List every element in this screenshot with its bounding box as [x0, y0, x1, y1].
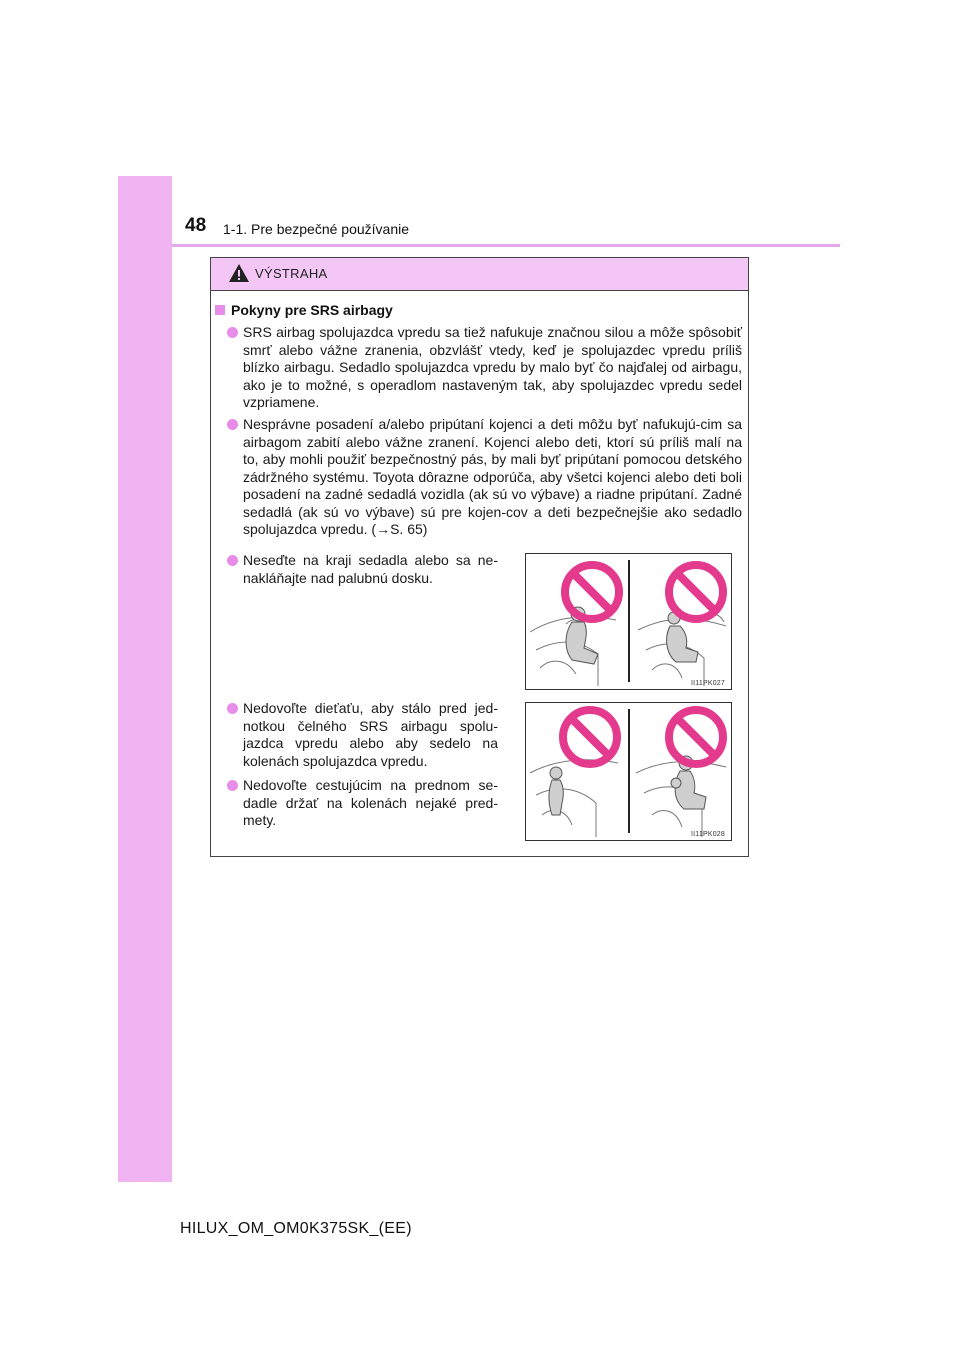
prohibition-icon: [669, 710, 723, 764]
illustration-child-standing: [525, 702, 732, 841]
bullet-item: Nesprávne posadení a/alebo pripútaní kojenci a deti môžu byť nafukujú-cim sa airbagom zabití alebo vážne zranení. Kojenci alebo deti, ktorí sú príliš malí na to, aby mohli použiť bezpečnostný pás, by mali byť pripútaní pomocou detského zádržného systému. Toyota dôrazne odporúča, aby všetci kojenci alebo deti boli posadení na zadné sedadlá vozidla (ak sú vo výbave) a riadne pripútaní. Zadné sedadlá (ak sú vo výbave) sú pre kojen-cov a deti bezpečnejšie ako sedadlo spolujazdca vpredu. (→S. 65): [243, 416, 742, 539]
prohibition-icon: [563, 710, 617, 764]
warning-header: [211, 258, 748, 291]
section-title: 1-1. Pre bezpečné používanie: [223, 221, 410, 237]
figure-code: II11PK027: [691, 680, 725, 687]
document-code: HILUX_OM_OM0K375SK_(EE): [180, 1220, 412, 1237]
bullet-item: Nedovoľte dieťaťu, aby stálo pred jed-notkou čelného SRS airbagu spolu-jazdca vpredu alebo aby sedelo na kolenách spolujazdca vpredu.: [243, 700, 498, 770]
bullet-item: SRS airbag spolujazdca vpredu sa tiež nafukuje značnou silou a môže spôsobiť smrť alebo vážne zranenia, obzvlášť vtedy, keď je spolujazdec vpredu príliš blízko airbagu. Sedadlo spolujazdca vpredu by malo byť čo najďalej od airbagu, ako je to možné, s operadlom nastaveným tak, aby spolujazdec vpredu sedel vzpriamene.: [243, 324, 742, 412]
bullet-item: Neseďte na kraji sedadla alebo sa ne-nakláňajte nad palubnú dosku.: [243, 552, 498, 587]
page-number: 48: [185, 215, 207, 236]
warning-subheading: Pokyny pre SRS airbagy: [215, 302, 393, 318]
illustration-drawing: [526, 703, 731, 840]
prohibition-icon: [565, 565, 619, 619]
page-edge-tab: [118, 176, 172, 1182]
bullet-dot-icon: [227, 703, 238, 714]
square-bullet-icon: [215, 305, 225, 315]
bullet-item: Nedovoľte cestujúcim na prednom se-dadle držať na kolenách nejaké pred-mety.: [243, 777, 498, 830]
warning-box: [210, 257, 749, 857]
illustration-drawing: [526, 554, 731, 689]
warning-triangle-icon: [228, 263, 250, 283]
illustration-leaning-forward: [525, 553, 732, 690]
header-divider: [172, 244, 840, 247]
bullet-dot-icon: [227, 780, 238, 791]
prohibition-icon: [669, 565, 723, 619]
bullet-dot-icon: [227, 419, 238, 430]
bullet-dot-icon: [227, 327, 238, 338]
warning-title: VÝSTRAHA: [255, 266, 328, 281]
bullet-dot-icon: [227, 555, 238, 566]
figure-code: II11PK028: [691, 831, 725, 838]
